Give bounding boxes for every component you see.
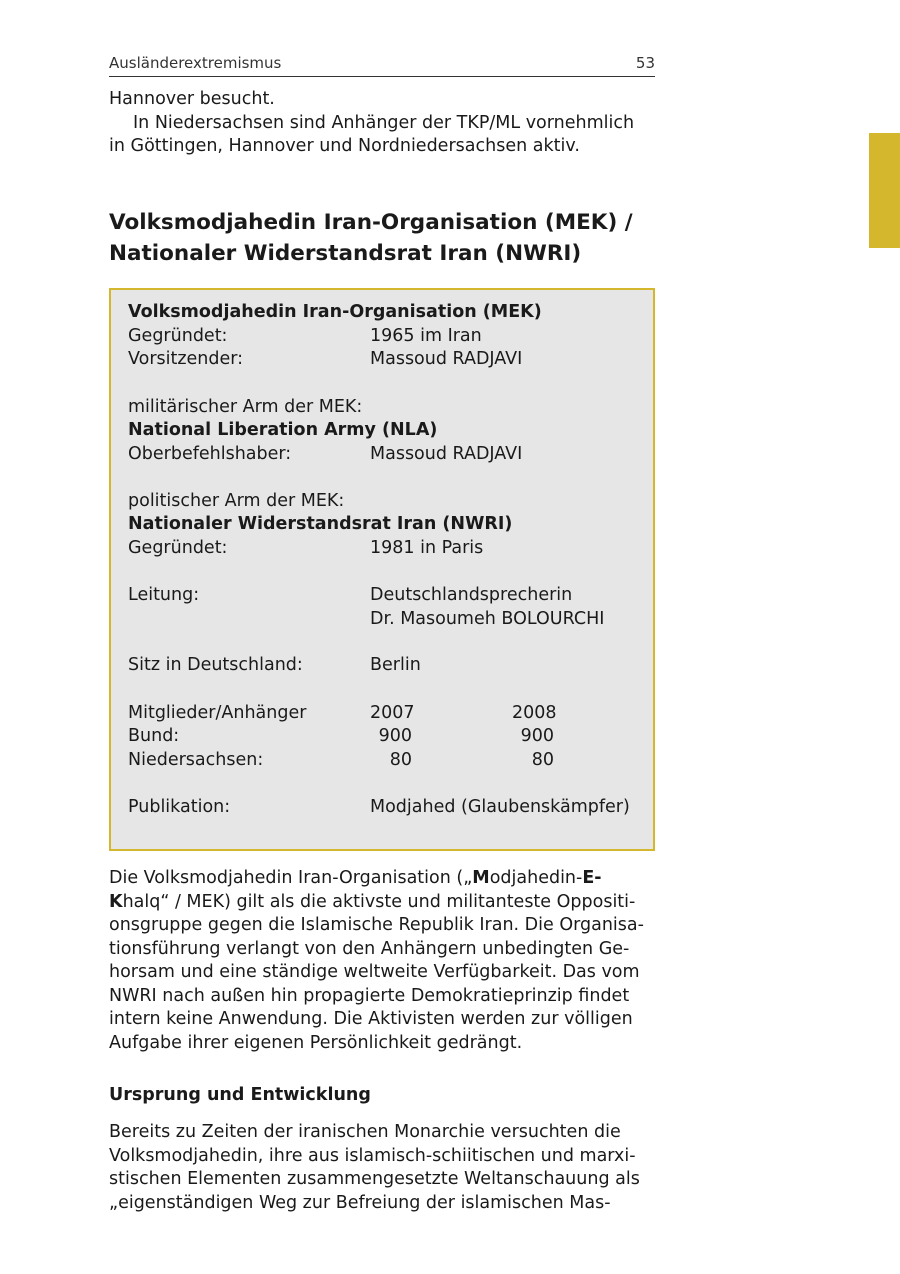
value-2007: 80 [389, 750, 412, 770]
fact-label: Mitglieder/Anhänger [128, 703, 307, 723]
intro-line: Hannover besucht. [109, 89, 275, 109]
org-name: National Liberation Army (NLA) [128, 420, 438, 440]
intro-paragraph [109, 88, 655, 159]
paragraph-line: onsgruppe gegen die Islamische Republik Iran. Die Organisa- [109, 915, 644, 935]
page-number: 53 [635, 54, 655, 72]
running-header [109, 52, 655, 77]
members-row [128, 749, 554, 773]
fact-row [128, 654, 421, 678]
subheading: Ursprung und Entwicklung [109, 1085, 371, 1105]
fact-label: Oberbefehlshaber: [128, 444, 292, 464]
paragraph-line: Khalq“ / MEK) gilt als die aktivste und militanteste Oppositi- [109, 891, 636, 912]
section-heading-line: Nationaler Widerstandsrat Iran (NWRI) [109, 241, 582, 266]
fact-label: Bund: [128, 726, 180, 746]
fact-row [128, 348, 523, 372]
fact-box [109, 288, 655, 851]
section-heading [109, 207, 633, 269]
fact-label: Gegründet: [128, 326, 228, 346]
paragraph-line: stischen Elementen zusammengesetzte Weltanschauung als [109, 1169, 640, 1189]
fact-label: Niedersachsen: [128, 750, 264, 770]
paragraph-line: tionsführung verlangt von den Anhängern unbedingten Ge- [109, 938, 630, 959]
fact-label: Publikation: [128, 797, 231, 817]
paragraph-line: Die Volksmodjahedin Iran-Organisation („Modjahedin-E- [109, 868, 602, 888]
fact-row [128, 584, 573, 608]
members-header-row [128, 702, 557, 726]
fact-value: Deutschlandsprecherin [370, 585, 573, 605]
paragraph-line: horsam und eine ständige weltweite Verfügbarkeit. Das vom [109, 962, 640, 982]
fact-label: Gegründet: [128, 538, 228, 558]
paragraph-line: „eigenständigen Weg zur Befreiung der islamischen Mas- [109, 1192, 611, 1213]
fact-value: 1965 im Iran [370, 326, 482, 346]
paragraph-line: intern keine Anwendung. Die Aktivisten werden zur völligen [109, 1009, 633, 1029]
fact-label: Vorsitzender: [128, 349, 244, 369]
paragraph-line: Volksmodjahedin, ihre aus islamisch-schiitischen und marxi- [109, 1145, 636, 1166]
members-row [128, 725, 554, 749]
fact-label: politischer Arm der MEK: [128, 491, 345, 511]
paragraph-line: Bereits zu Zeiten der iranischen Monarchie versuchten die [109, 1122, 621, 1142]
intro-line: in Göttingen, Hannover und Nordniedersachsen aktiv. [109, 136, 580, 156]
fact-label: militärischer Arm der MEK: [128, 397, 363, 417]
fact-value: Dr. Masoumeh BOLOURCHI [370, 609, 605, 629]
description-paragraph [109, 867, 655, 1055]
org-name: Nationaler Widerstandsrat Iran (NWRI) [128, 514, 513, 534]
fact-value: Modjahed (Glaubenskämpfer) [370, 797, 630, 817]
fact-row [128, 443, 523, 467]
fact-row [128, 325, 482, 349]
year-2008: 2008 [512, 703, 557, 723]
chapter-tab-marker [869, 133, 900, 248]
intro-line: In Niedersachsen sind Anhänger der TKP/ML vornehmlich [133, 112, 635, 133]
paragraph-line: NWRI nach außen hin propagierte Demokratieprinzip findet [109, 985, 630, 1006]
fact-value: Massoud RADJAVI [370, 444, 523, 464]
value-2007: 900 [378, 726, 412, 746]
fact-row [128, 537, 484, 561]
value-2008: 80 [531, 750, 554, 770]
value-2008: 900 [520, 726, 554, 746]
origin-paragraph [109, 1121, 655, 1215]
fact-value: Massoud RADJAVI [370, 349, 523, 369]
fact-label: Sitz in Deutschland: [128, 655, 303, 675]
fact-value: 1981 in Paris [370, 538, 484, 558]
fact-value: Berlin [370, 655, 421, 675]
box-title: Volksmodjahedin Iran-Organisation (MEK) [128, 302, 542, 322]
fact-label: Leitung: [128, 585, 200, 605]
fact-row [128, 796, 630, 820]
section-title: Ausländerextremismus [109, 54, 282, 72]
paragraph-line: Aufgabe ihrer eigenen Persönlichkeit gedrängt. [109, 1032, 523, 1053]
year-2007: 2007 [370, 703, 415, 723]
section-heading-line: Volksmodjahedin Iran-Organisation (MEK) / [109, 210, 633, 235]
